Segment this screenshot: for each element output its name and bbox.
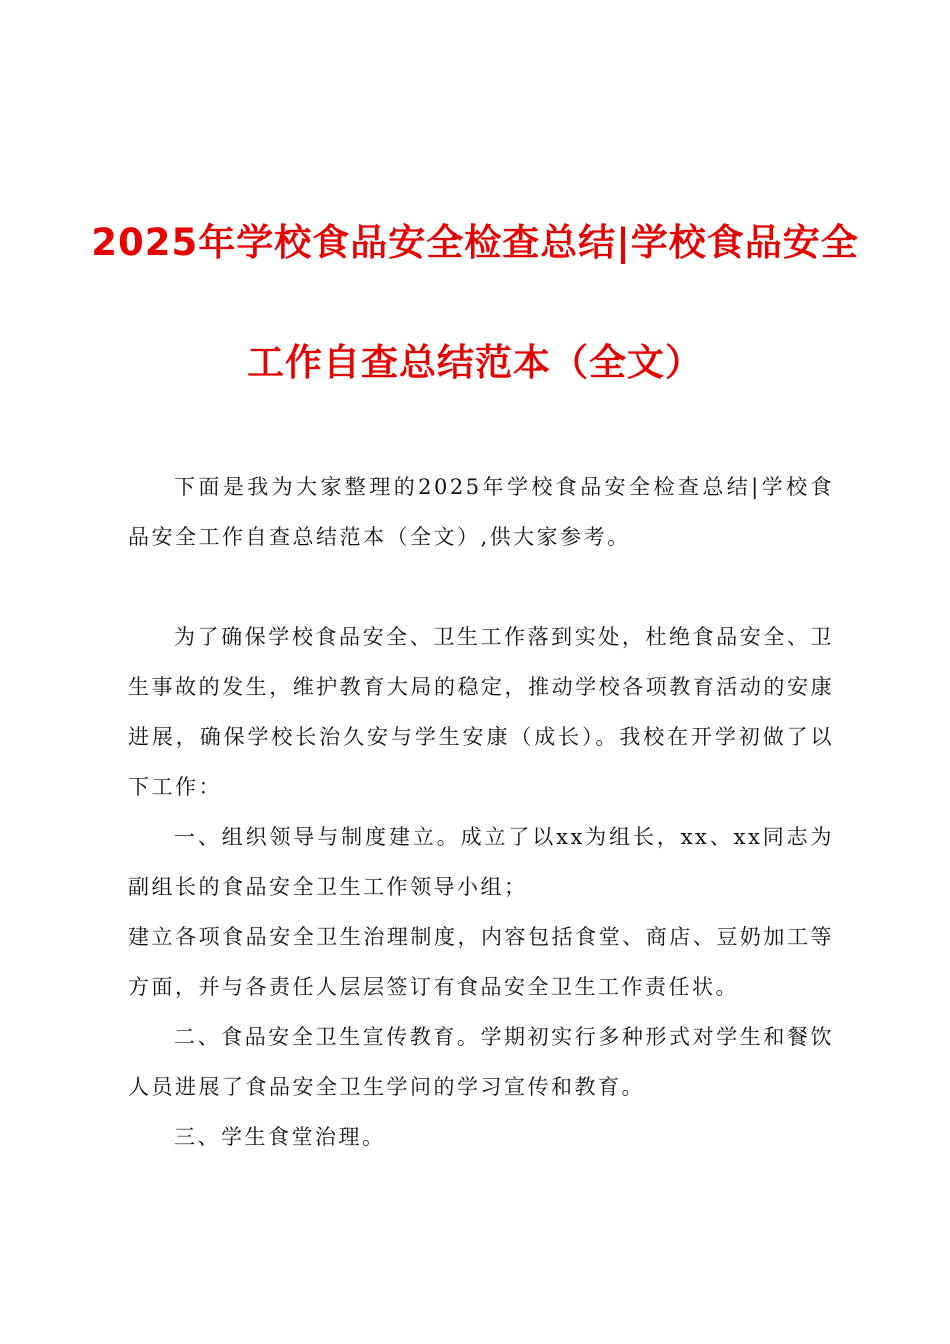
intro-section <box>128 462 834 562</box>
body-paragraph-purpose: 为了确保学校食品安全、卫生工作落到实处，杜绝食品安全、卫生事故的发生，维护教育大局的稳定，推动学校各项教育活动的安康进展，确保学校长治久安与学生安康（成长）。我校在开学初做了以下工作： <box>128 625 834 799</box>
body-paragraph-education: 二、食品安全卫生宣传教育。学期初实行多种形式对学生和餐饮人员进展了食品安全卫生学问的学习宣传和教育。 <box>128 1025 834 1099</box>
body-paragraph-organization: 一、组织领导与制度建立。成立了以xx为组长，xx、xx同志为副组长的食品安全卫生工作领导小组； <box>128 825 834 899</box>
intro-paragraph: 下面是我为大家整理的2025年学校食品安全检查总结|学校食品安全工作自查总结范本（全文）,供大家参考。 <box>128 475 834 549</box>
document-title-line-1: 2025年学校食品安全检查总结|学校食品安全 <box>91 221 859 264</box>
document-title-line-2: 工作自查总结范本（全文） <box>247 341 703 384</box>
body-paragraph-canteen: 三、学生食堂治理。 <box>174 1125 386 1149</box>
body-paragraph-rules: 建立各项食品安全卫生治理制度，内容包括食堂、商店、豆奶加工等方面，并与各责任人层层签订有食品安全卫生工作责任状。 <box>128 925 834 999</box>
body-section <box>128 612 834 1162</box>
